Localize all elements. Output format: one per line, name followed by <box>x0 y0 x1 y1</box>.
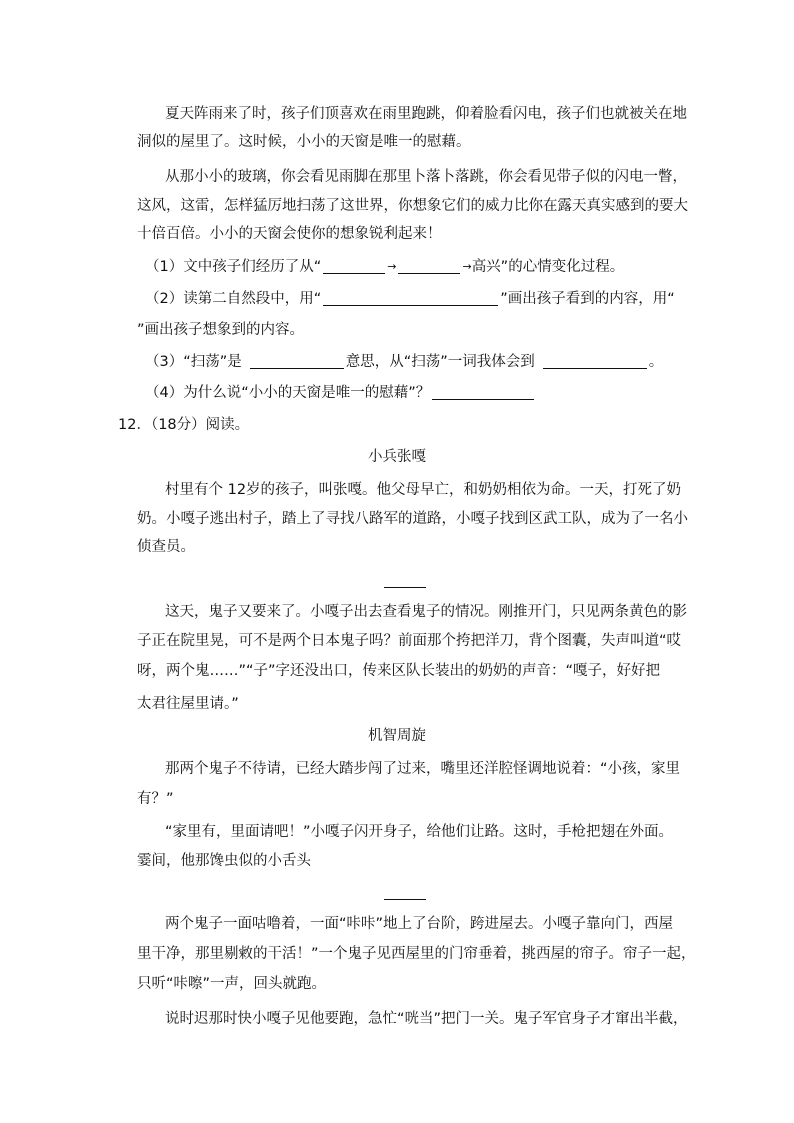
p2-line-2: 这风，这雷，怎样猛厉地扫荡了这世界，你想象它们的威力比你在露天真实感到的要大 <box>137 198 688 214</box>
story-p2-line-1: 这天，鬼子又要来了。小嘎子出去查看鬼子的情况。刚推开门，只见两条黄色的影 <box>165 604 687 620</box>
question-4: （4）为什么说“小小的天窗是唯一的慰藉”？ <box>145 382 536 404</box>
p1-line-1: 夏天阵雨来了时，孩子们顶喜欢在雨里跑跳，仰着脸看闪电，孩子们也就被关在地 <box>165 106 687 122</box>
story-p5-line-3: 只听“咔嚓”一声，回头就跑。 <box>137 976 327 992</box>
p2-line-1: 从那小小的玻璃，你会看见雨脚在那里卜落卜落跳，你会看见带子似的闪电一瞥， <box>165 169 687 185</box>
answer-blank-5[interactable] <box>543 354 647 369</box>
subtitle-blank-2[interactable] <box>384 899 426 900</box>
story-p2-line-4: 太君往屋里请。” <box>137 696 239 712</box>
answer-blank-2[interactable] <box>398 259 460 274</box>
question-2-line-1: （2）读第二自然段中，用“ ”画出孩子看到的内容，用“ <box>145 291 675 307</box>
story-p6-line-1: 说时迟那时快小嘎子见他要跑，急忙“咣当”把门一关。鬼子军官身子才窜出半截， <box>165 1011 688 1027</box>
answer-blank-3[interactable] <box>323 291 498 306</box>
answer-blank-6[interactable] <box>432 385 534 400</box>
subtitle-blank-1[interactable] <box>384 587 426 588</box>
p1-line-2: 洞似的屋里了。这时候，小小的天窗是唯一的慰藉。 <box>137 134 471 150</box>
question-3: （3）“扫荡”是 意思，从“扫荡”一词我体会到 。 <box>145 354 664 370</box>
story-p2-line-3: 呀，两个鬼……”“子”字还没出口，传来区队长装出的奶奶的声音：“嘎子，好好把 <box>137 663 661 679</box>
question-1: （1）文中孩子们经历了从“ → →高兴”的心情变化过程。 <box>145 256 624 278</box>
story-p1-line-2: 奶。小嘎子逃出村子，踏上了寻找八路军的道路，小嘎子找到区武工队，成为了一名小 <box>137 511 688 527</box>
arrow-icon: → <box>462 260 472 273</box>
arrow-icon: → <box>387 260 397 273</box>
story-title: 小兵张嘎 <box>368 449 426 465</box>
story-p5-line-2: 里干净，那里剔敹的干活！”一个鬼子见西屋里的门帘垂着，挑西屋的帘子。帘子一起， <box>137 946 696 962</box>
story-p4-line-2: 霎间，他那馋虫似的小舌头 <box>137 853 311 869</box>
p2-line-3: 十倍百倍。小小的天窗会使你的想象锐利起来！ <box>137 226 442 242</box>
story-p3-line-1: 那两个鬼子不待请，已经大踏步闯了过来，嘴里还洋腔怪调地说着：“小孩，家里 <box>165 761 681 777</box>
story-p5-line-1: 两个鬼子一面咕噜着，一面“咔咔”地上了台阶，跨进屋去。小嘎子靠向门，西屋 <box>165 916 674 932</box>
story-p2-line-2: 子正在院里晃，可不是两个日本鬼子吗？前面那个挎把洋刀，背个图囊，失声叫道“哎 <box>137 633 682 649</box>
story-p1-line-1: 村里有个 12岁的孩子，叫张嘎。他父母早亡，和奶奶相依为命。一天，打死了奶 <box>165 482 682 498</box>
q12-header: 12．（18分）阅读。 <box>118 417 250 433</box>
answer-blank-4[interactable] <box>250 354 344 369</box>
answer-blank-1[interactable] <box>323 259 385 274</box>
story-subtitle: 机智周旋 <box>368 728 426 744</box>
story-p4-line-1: “家里有，里面请吧！”小嘎子闪开身子，给他们让路。这时，手枪把翅在外面。 <box>165 824 674 840</box>
question-2-line-2: ”画出孩子想象到的内容。 <box>137 322 305 338</box>
story-p1-line-3: 侦查员。 <box>137 539 195 555</box>
story-p3-line-2: 有？” <box>137 791 174 807</box>
